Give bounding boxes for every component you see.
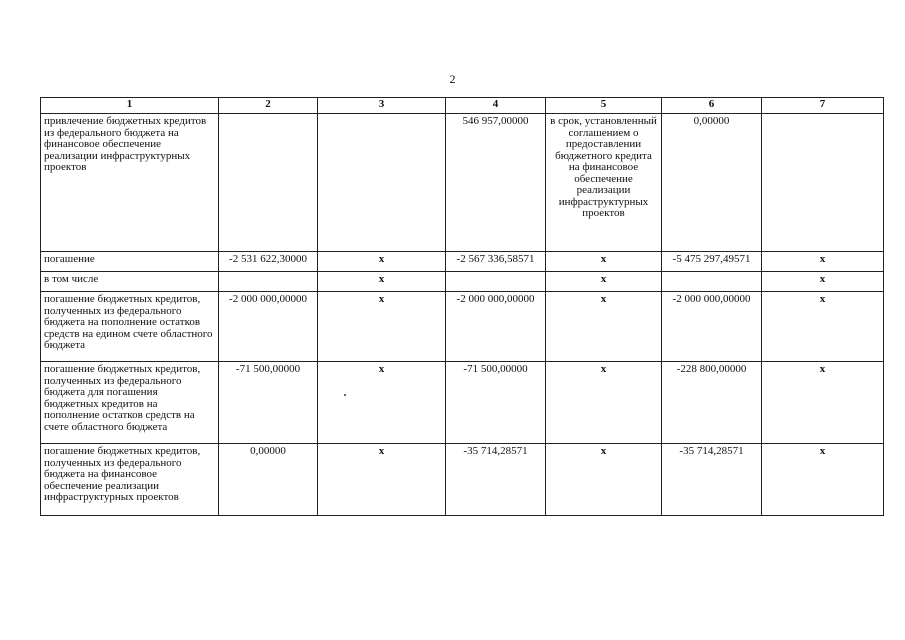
table-cell: 0,00000 xyxy=(219,444,318,516)
table-cell: x xyxy=(546,444,662,516)
table-row xyxy=(41,272,884,292)
table-row xyxy=(41,252,884,272)
column-header: 6 xyxy=(662,98,762,114)
table-cell: x xyxy=(762,252,884,272)
row-label: погашение бюджетных кредитов, полученных из федерального бюджета на пополнение остатков средств на едином счете областного бюджета xyxy=(41,292,219,362)
table-cell: -5 475 297,49571 xyxy=(662,252,762,272)
table-cell: x xyxy=(318,252,446,272)
table-cell: -228 800,00000 xyxy=(662,362,762,444)
table-cell: -2 000 000,00000 xyxy=(446,292,546,362)
row-label: погашение xyxy=(41,252,219,272)
row-label: погашение бюджетных кредитов, полученных из федерального бюджета на финансовое обеспечение реализации инфраструктурных проектов xyxy=(41,444,219,516)
column-header: 1 xyxy=(41,98,219,114)
table-cell xyxy=(219,114,318,252)
row-label: погашение бюджетных кредитов, полученных из федерального бюджета для погашения бюджетных кредитов на пополнение остатков средств на счете областного бюджета xyxy=(41,362,219,444)
row-label: в том числе xyxy=(41,272,219,292)
table-cell: x xyxy=(546,252,662,272)
table-cell: x xyxy=(318,272,446,292)
table-cell: 546 957,00000 xyxy=(446,114,546,252)
column-header: 7 xyxy=(762,98,884,114)
table-cell: -2 000 000,00000 xyxy=(219,292,318,362)
column-header: 4 xyxy=(446,98,546,114)
table-cell-note: в срок, установленный соглашением о предоставлении бюджетного кредита на финансовое обеспечение реализации инфраструктурных проектов xyxy=(546,114,662,252)
table-cell: x xyxy=(762,444,884,516)
table-row xyxy=(41,444,884,516)
table-cell: x xyxy=(546,292,662,362)
table-cell: x xyxy=(318,444,446,516)
table-cell: -35 714,28571 xyxy=(662,444,762,516)
table-cell: x xyxy=(546,362,662,444)
scan-speck xyxy=(344,394,346,396)
table-cell: -2 000 000,00000 xyxy=(662,292,762,362)
table-cell: -71 500,00000 xyxy=(219,362,318,444)
row-label: привлечение бюджетных кредитов из федерального бюджета на финансовое обеспечение реализации инфраструктурных проектов xyxy=(41,114,219,252)
table-cell: x xyxy=(318,362,446,444)
table-row xyxy=(41,292,884,362)
table-cell xyxy=(219,272,318,292)
table-cell xyxy=(446,272,546,292)
table-row xyxy=(41,362,884,444)
header-row xyxy=(41,98,884,114)
table-cell: x xyxy=(318,292,446,362)
table-cell: -35 714,28571 xyxy=(446,444,546,516)
table-cell xyxy=(762,114,884,252)
table-cell: -2 531 622,30000 xyxy=(219,252,318,272)
table-cell: x xyxy=(762,272,884,292)
column-header: 5 xyxy=(546,98,662,114)
table-row xyxy=(41,114,884,252)
table-cell xyxy=(318,114,446,252)
column-header: 2 xyxy=(219,98,318,114)
table-cell: -2 567 336,58571 xyxy=(446,252,546,272)
table-cell: x xyxy=(762,292,884,362)
column-header: 3 xyxy=(318,98,446,114)
table-cell: x xyxy=(762,362,884,444)
table-cell xyxy=(662,272,762,292)
page-number: 2 xyxy=(449,72,456,86)
table-cell: x xyxy=(546,272,662,292)
budget-credits-table xyxy=(40,97,884,516)
table-cell: -71 500,00000 xyxy=(446,362,546,444)
table-cell: 0,00000 xyxy=(662,114,762,252)
